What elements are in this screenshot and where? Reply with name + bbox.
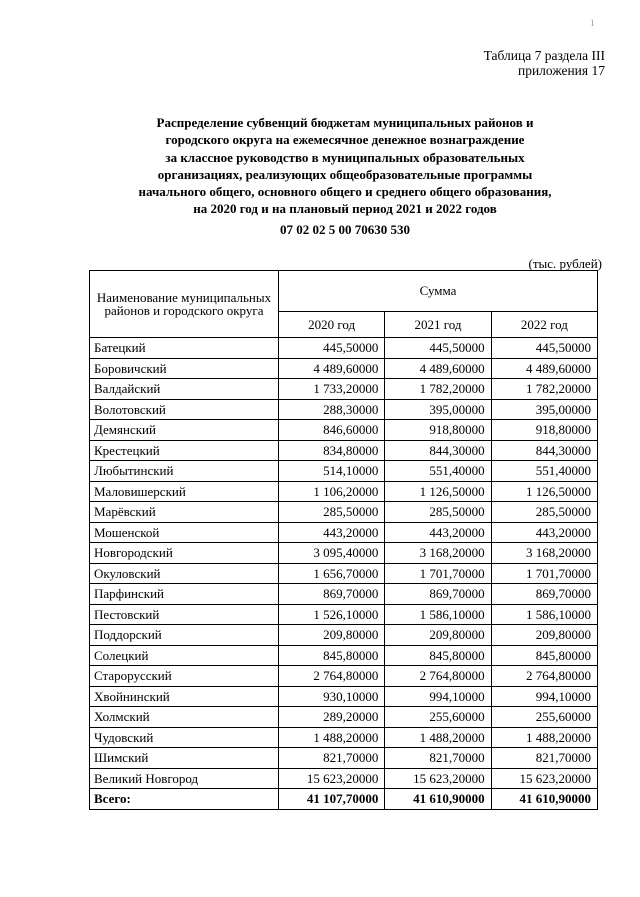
amount-cell: 1 126,50000 xyxy=(491,481,597,502)
amount-cell: 209,80000 xyxy=(385,625,491,646)
units-label: (тыс. рублей) xyxy=(528,256,602,271)
table-row xyxy=(90,420,598,441)
table-row xyxy=(90,748,598,769)
amount-cell: 395,00000 xyxy=(491,399,597,420)
table-row xyxy=(90,666,598,687)
amount-cell: 1 126,50000 xyxy=(385,481,491,502)
amount-cell: 15 623,20000 xyxy=(385,768,491,789)
district-name-cell: Пестовский xyxy=(90,604,279,625)
amount-cell: 1 782,20000 xyxy=(385,379,491,400)
district-name-cell: Демянский xyxy=(90,420,279,441)
table-row xyxy=(90,768,598,789)
amount-cell: 994,10000 xyxy=(385,686,491,707)
amount-cell: 15 623,20000 xyxy=(491,768,597,789)
amount-cell: 15 623,20000 xyxy=(279,768,385,789)
title-line: начального общего, основного общего и среднего общего образования, xyxy=(138,184,552,200)
table-row xyxy=(90,502,598,523)
amount-cell: 4 489,60000 xyxy=(385,358,491,379)
amount-cell: 869,70000 xyxy=(491,584,597,605)
amount-cell: 4 489,60000 xyxy=(279,358,385,379)
amount-cell: 2 764,80000 xyxy=(491,666,597,687)
amount-cell: 551,40000 xyxy=(491,461,597,482)
district-name-cell: Старорусский xyxy=(90,666,279,687)
title-line: Распределение субвенций бюджетам муниципальных районов и xyxy=(156,115,534,130)
amount-cell: 3 168,20000 xyxy=(385,543,491,564)
table-body xyxy=(90,338,598,810)
amount-cell: 844,30000 xyxy=(385,440,491,461)
table-row xyxy=(90,584,598,605)
title-line: за классное руководство в муниципальных образовательных xyxy=(165,149,525,165)
table-row xyxy=(90,481,598,502)
table-row xyxy=(90,522,598,543)
amount-cell: 869,70000 xyxy=(385,584,491,605)
name-column-header: Наименование муниципальных районов и городского округа xyxy=(90,271,279,338)
budget-code: 07 02 02 5 00 70630 530 xyxy=(280,222,410,237)
amount-cell: 994,10000 xyxy=(491,686,597,707)
district-name-cell: Марёвский xyxy=(90,502,279,523)
title-line: организациях, реализующих общеобразовательные программы xyxy=(157,166,533,182)
district-name-cell: Холмский xyxy=(90,707,279,728)
sum-column-header: Сумма xyxy=(279,271,598,312)
page-number: 1 xyxy=(590,18,595,28)
amount-cell: 918,80000 xyxy=(491,420,597,441)
district-name-cell: Шимский xyxy=(90,748,279,769)
amount-cell: 1 701,70000 xyxy=(385,563,491,584)
amount-cell: 1 488,20000 xyxy=(491,727,597,748)
amount-cell: 821,70000 xyxy=(491,748,597,769)
amount-cell: 1 586,10000 xyxy=(385,604,491,625)
table-row xyxy=(90,625,598,646)
district-name-cell: Великий Новгород xyxy=(90,768,279,789)
amount-cell: 395,00000 xyxy=(385,399,491,420)
year-header: 2021 год xyxy=(385,312,491,338)
district-name-cell: Волотовский xyxy=(90,399,279,420)
district-name-cell: Крестецкий xyxy=(90,440,279,461)
amount-cell: 844,30000 xyxy=(491,440,597,461)
amount-cell: 41 610,90000 xyxy=(491,789,597,810)
amount-cell: 3 168,20000 xyxy=(491,543,597,564)
district-name-cell: Мошенской xyxy=(90,522,279,543)
amount-cell: 514,10000 xyxy=(279,461,385,482)
table-caption xyxy=(484,48,605,78)
amount-cell: 845,80000 xyxy=(491,645,597,666)
amount-cell: 289,20000 xyxy=(279,707,385,728)
amount-cell: 41 610,90000 xyxy=(385,789,491,810)
document-title xyxy=(40,114,640,218)
amount-cell: 845,80000 xyxy=(279,645,385,666)
amount-cell: 930,10000 xyxy=(279,686,385,707)
amount-cell: 3 095,40000 xyxy=(279,543,385,564)
amount-cell: 2 764,80000 xyxy=(279,666,385,687)
table-row xyxy=(90,358,598,379)
district-name-cell: Парфинский xyxy=(90,584,279,605)
amount-cell: 443,20000 xyxy=(279,522,385,543)
amount-cell: 445,50000 xyxy=(279,338,385,359)
table-row xyxy=(90,645,598,666)
district-name-cell: Всего: xyxy=(90,789,279,810)
amount-cell: 2 764,80000 xyxy=(385,666,491,687)
amount-cell: 845,80000 xyxy=(385,645,491,666)
amount-cell: 288,30000 xyxy=(279,399,385,420)
district-name-cell: Поддорский xyxy=(90,625,279,646)
table-row xyxy=(90,338,598,359)
amount-cell: 41 107,70000 xyxy=(279,789,385,810)
amount-cell: 285,50000 xyxy=(279,502,385,523)
amount-cell: 1 656,70000 xyxy=(279,563,385,584)
table-row xyxy=(90,686,598,707)
caption-line-1: Таблица 7 раздела III xyxy=(483,48,605,63)
year-header: 2020 год xyxy=(279,312,385,338)
table-row xyxy=(90,543,598,564)
total-row xyxy=(90,789,598,810)
amount-cell: 551,40000 xyxy=(385,461,491,482)
amount-cell: 445,50000 xyxy=(385,338,491,359)
amount-cell: 4 489,60000 xyxy=(491,358,597,379)
amount-cell: 445,50000 xyxy=(491,338,597,359)
caption-line-2: приложения 17 xyxy=(517,63,605,78)
amount-cell: 255,60000 xyxy=(491,707,597,728)
amount-cell: 1 526,10000 xyxy=(279,604,385,625)
table-row xyxy=(90,563,598,584)
table-row xyxy=(90,727,598,748)
district-name-cell: Новгородский xyxy=(90,543,279,564)
amount-cell: 443,20000 xyxy=(491,522,597,543)
district-name-cell: Чудовский xyxy=(90,727,279,748)
amount-cell: 209,80000 xyxy=(491,625,597,646)
amount-cell: 1 488,20000 xyxy=(279,727,385,748)
amount-cell: 1 586,10000 xyxy=(491,604,597,625)
district-name-cell: Солецкий xyxy=(90,645,279,666)
subvention-table xyxy=(89,270,598,810)
title-line: на 2020 год и на плановый период 2021 и 2022 годов xyxy=(193,201,497,217)
district-name-cell: Боровичский xyxy=(90,358,279,379)
amount-cell: 255,60000 xyxy=(385,707,491,728)
amount-cell: 443,20000 xyxy=(385,522,491,543)
district-name-cell: Батецкий xyxy=(90,338,279,359)
amount-cell: 821,70000 xyxy=(279,748,385,769)
amount-cell: 285,50000 xyxy=(385,502,491,523)
table-row xyxy=(90,707,598,728)
amount-cell: 1 733,20000 xyxy=(279,379,385,400)
district-name-cell: Маловишерский xyxy=(90,481,279,502)
table-row xyxy=(90,399,598,420)
amount-cell: 869,70000 xyxy=(279,584,385,605)
amount-cell: 918,80000 xyxy=(385,420,491,441)
amount-cell: 1 701,70000 xyxy=(491,563,597,584)
district-name-cell: Хвойнинский xyxy=(90,686,279,707)
amount-cell: 209,80000 xyxy=(279,625,385,646)
amount-cell: 846,60000 xyxy=(279,420,385,441)
table-row xyxy=(90,461,598,482)
amount-cell: 821,70000 xyxy=(385,748,491,769)
amount-cell: 834,80000 xyxy=(279,440,385,461)
table-row xyxy=(90,604,598,625)
table-row xyxy=(90,379,598,400)
amount-cell: 1 782,20000 xyxy=(491,379,597,400)
district-name-cell: Окуловский xyxy=(90,563,279,584)
table-row xyxy=(90,440,598,461)
year-header: 2022 год xyxy=(491,312,597,338)
district-name-cell: Любытинский xyxy=(90,461,279,482)
amount-cell: 1 488,20000 xyxy=(385,727,491,748)
amount-cell: 1 106,20000 xyxy=(279,481,385,502)
district-name-cell: Валдайский xyxy=(90,379,279,400)
amount-cell: 285,50000 xyxy=(491,502,597,523)
title-line: городского округа на ежемесячное денежное вознаграждение xyxy=(165,132,525,148)
